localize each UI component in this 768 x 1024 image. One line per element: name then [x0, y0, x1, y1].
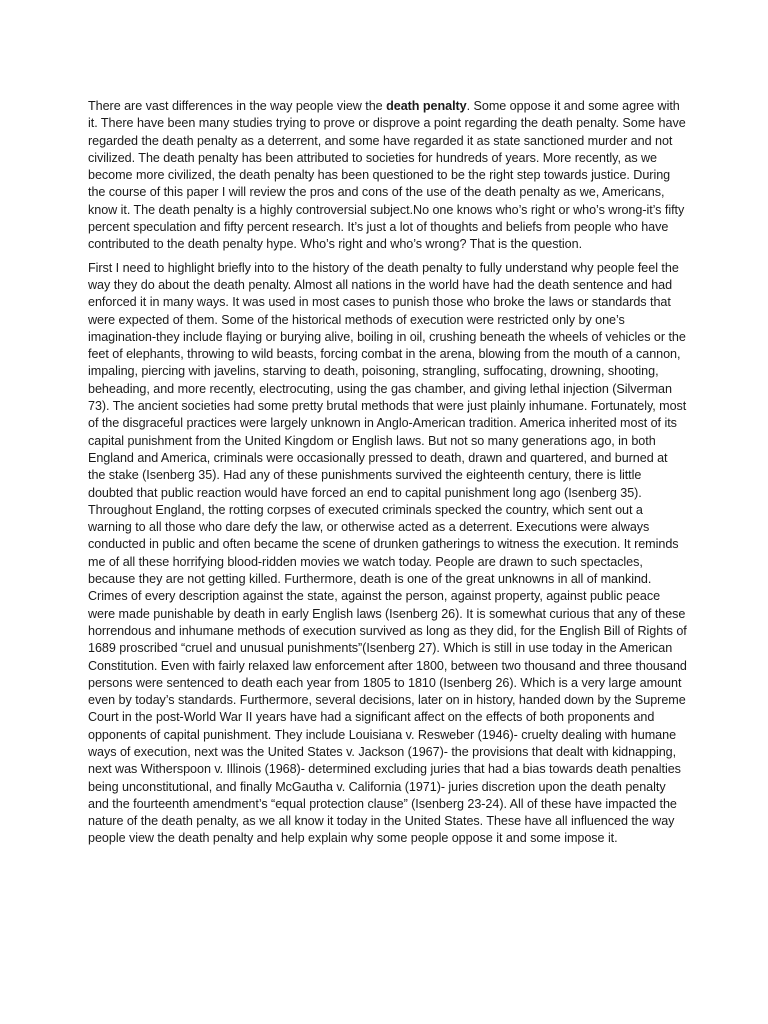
intro-text-start: There are vast differences in the way people view the [88, 99, 387, 113]
paragraph-intro [88, 98, 688, 254]
intro-text-rest: . Some oppose it and some agree with it. There have been many studies trying to prove or disprove a point regarding the death penalty. Some have regarded the death penalty as a deterrent, and some have regarded it as state sanctioned murder and not civilized. The death penalty has been attributed to societies for hundreds of years. More recently, as we become more civilized, the death penalty has been questioned to be the right step towards justice. During the course of this paper I will review the pros and cons of the use of the death penalty as we, Americans, know it. The death penalty is a highly controversial subject.No one knows who’s right or who’s wrong-it’s fifty percent speculation and fifty percent research. It’s just a lot of thoughts and beliefs from people who have contributed to the death penalty hype. Who’s right and who’s wrong? That is the question. [88, 99, 686, 252]
history-text: First I need to highlight briefly into to the history of the death penalty to fully understand why people feel the way they do about the death penalty. Almost all nations in the world have had the death sentence and had enforced it in many ways. It was used in most cases to punish those who broke the laws or standards that were expected of them. Some of the historical methods of execution were restricted only by one’s imagination-they include flaying or burying alive, boiling in oil, crushing beneath the wheels of vehicles or the feet of elephants, throwing to wild beasts, forcing combat in the arena, blowing from the mouth of a cannon, impaling, piercing with javelins, starving to death, poisoning, strangling, suffocating, drowning, shooting, beheading, and more recently, electrocuting, using the gas chamber, and giving lethal injection (Silverman 73). The ancient societies had some pretty brutal methods that were just plainly inhumane. Fortunately, most of the disgraceful practices were largely unknown in Anglo-American tradition. America inherited most of its capital punishment from the United Kingdom or English laws. But not so many generations ago, in both England and America, criminals were occasionally pressed to death, drawn and quartered, and burned at the stake (Isenberg 35). Had any of these punishments survived the eighteenth century, there is little doubted that public reaction would have forced an end to capital punishment long ago (Isenberg 35). Throughout England, the rotting corpses of executed criminals specked the country, which sent out a warning to all those who dare defy the law, or otherwise acted as a deterrent. Executions were always conducted in public and often became the scene of drunken gatherings to witness the execution. It reminds me of all these horrifying blood-ridden movies we watch today. People are drawn to such spectacles, because they are not getting killed. Furthermore, death is one of the great unknowns in all of mankind. Crimes of every description against the state, against the person, against property, against public peace were made punishable by death in early English laws (Isenberg 26). It is somewhat curious that any of these horrendous and inhumane methods of execution survived as long as they did, for the English Bill of Rights of 1689 proscribed “cruel and unusual punishments”(Isenberg 27). Which is still in use today in the American Constitution. Even with fairly relaxed law enforcement after 1800, between two thousand and three thousand persons were sentenced to death each year from 1805 to 1810 (Isenberg 26). Which is a very large amount even by today’s standards. Furthermore, several decisions, later on in history, handed down by the Supreme Court in the post-World War II years have had a significant affect on the effects of both proponents and opponents of capital punishment. They include Louisiana v. Resweber (1946)- cruelty dealing with humane ways of execution, next was the United States v. Jackson (1967)- the provisions that dealt with kidnapping, next was Witherspoon v. Illinois (1968)- determined excluding juries that had a bias towards death penalties being unconstitutional, and finally McGautha v. California (1971)- juries discretion upon the death penalty and the fourteenth amendment’s “equal protection clause” (Isenberg 23-24). All of these have impacted the nature of the death penalty, as we all know it today in the United States. These have all influenced the way people view the death penalty and help explain why some people oppose it and some impose it. [88, 260, 687, 846]
document-body [88, 98, 688, 854]
intro-text-bold-term: death penalty [386, 99, 467, 113]
paragraph-history [88, 260, 688, 848]
